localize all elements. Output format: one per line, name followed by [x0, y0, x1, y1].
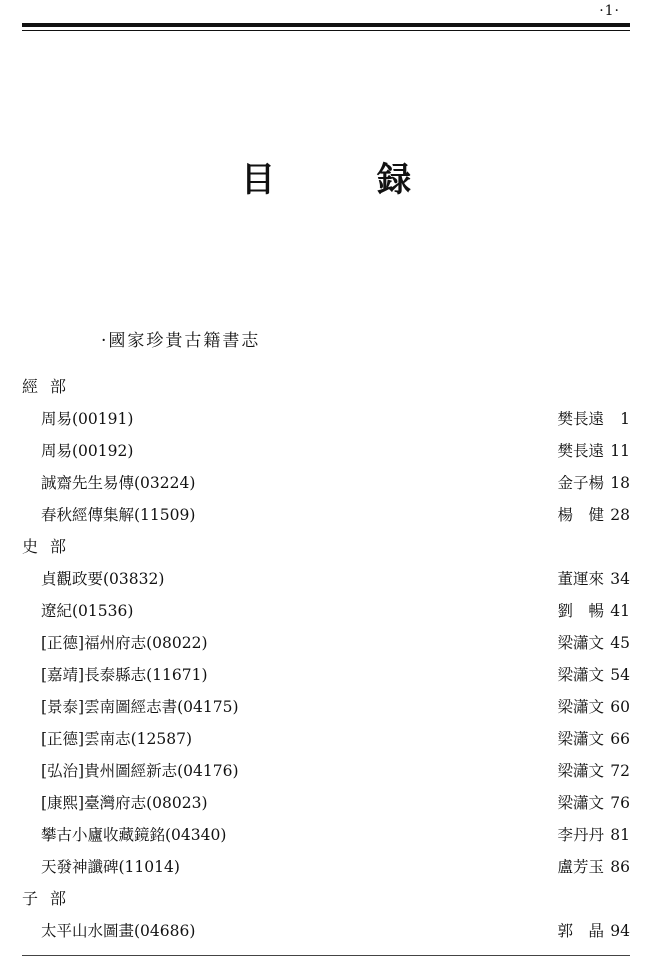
entry-page: 45: [610, 634, 630, 652]
entry-page: 1: [620, 410, 630, 428]
toc-entry[interactable]: [22, 595, 630, 627]
toc-entry[interactable]: [22, 755, 630, 787]
toc-entry[interactable]: [22, 403, 630, 435]
toc-entry[interactable]: [22, 851, 630, 883]
entry-title: 遼紀(01536): [41, 602, 134, 620]
entry-page: 72: [610, 762, 630, 780]
dot-leader: [234, 819, 549, 851]
entry-author: 梁瀟文: [557, 698, 604, 716]
entry-author: 梁瀟文: [557, 730, 604, 748]
toc-entry[interactable]: [22, 435, 630, 467]
dot-leader: [203, 499, 549, 531]
toc-entry[interactable]: [22, 723, 630, 755]
dot-leader: [203, 467, 549, 499]
entry-page: 81: [610, 826, 630, 844]
entry-author: 樊長遠: [557, 442, 604, 460]
entry-page: 86: [610, 858, 630, 876]
toc-entry[interactable]: [22, 787, 630, 819]
entry-author: 梁瀟文: [557, 634, 604, 652]
entry-author: 樊長遠: [557, 410, 604, 428]
dot-leader: [216, 787, 550, 819]
entry-page: 41: [610, 602, 630, 620]
toc-entry[interactable]: [22, 915, 630, 947]
dot-leader: [216, 627, 550, 659]
toc-entry[interactable]: [22, 563, 630, 595]
entry-author: 盧芳玉: [557, 858, 604, 876]
entry-title: [弘治]貴州圖經新志(04176): [41, 762, 239, 780]
entry-page: 18: [610, 474, 630, 492]
entry-author: 楊 健: [557, 506, 604, 524]
toc-entry[interactable]: [22, 659, 630, 691]
entry-page: 76: [610, 794, 630, 812]
entry-author: 金子楊: [557, 474, 604, 492]
entry-title: [嘉靖]長泰縣志(11671): [41, 666, 208, 684]
toc-entry[interactable]: [22, 627, 630, 659]
entry-title: 周易(00191): [41, 410, 134, 428]
entry-author: 梁瀟文: [557, 666, 604, 684]
dot-leader: [200, 723, 549, 755]
entry-title: 太平山水圖畫(04686): [41, 922, 196, 940]
dot-leader: [188, 851, 550, 883]
entry-page: 94: [610, 922, 630, 940]
entry-page: 60: [610, 698, 630, 716]
dot-leader: [247, 691, 550, 723]
page-title: 目 録: [241, 160, 445, 200]
dot-leader: [141, 403, 549, 435]
entry-author: 梁瀟文: [557, 762, 604, 780]
entry-page: 54: [610, 666, 630, 684]
entry-page: 11: [610, 442, 630, 460]
entry-author: 董運來: [557, 570, 604, 588]
entry-author: 劉 暢: [557, 602, 604, 620]
dot-leader: [247, 755, 550, 787]
entry-title: 貞觀政要(03832): [41, 570, 165, 588]
toc-entry[interactable]: [22, 691, 630, 723]
header-rule-thin: [22, 30, 630, 31]
entry-author: 梁瀟文: [557, 794, 604, 812]
entry-page: 28: [610, 506, 630, 524]
entry-title: 攀古小廬收藏鏡銘(04340): [41, 826, 227, 844]
entry-page: 34: [610, 570, 630, 588]
dot-leader: [141, 595, 549, 627]
page-number: ·1·: [599, 3, 620, 19]
table-of-contents: [22, 371, 630, 947]
entry-title: [康熙]臺灣府志(08023): [41, 794, 208, 812]
toc-entry[interactable]: [22, 499, 630, 531]
entry-title: 春秋經傳集解(11509): [41, 506, 196, 524]
toc-entry[interactable]: [22, 467, 630, 499]
entry-title: 天發神讖碑(11014): [41, 858, 180, 876]
entry-title: [正德]福州府志(08022): [41, 634, 208, 652]
section-heading: 子部: [22, 889, 79, 908]
section-heading: 史部: [22, 537, 79, 556]
dot-leader: [172, 563, 549, 595]
header-rule-thick: [22, 23, 630, 27]
entry-title: 誠齋先生易傳(03224): [41, 474, 196, 492]
section-heading: 經部: [22, 377, 79, 396]
footer-rule: [22, 955, 630, 956]
toc-entry[interactable]: [22, 819, 630, 851]
entry-title: [正德]雲南志(12587): [41, 730, 192, 748]
subtitle: ·國家珍貴古籍書志: [101, 331, 261, 351]
dot-leader: [203, 915, 549, 947]
entry-title: 周易(00192): [41, 442, 134, 460]
dot-leader: [141, 435, 549, 467]
entry-page: 66: [610, 730, 630, 748]
entry-author: 李丹丹: [557, 826, 604, 844]
dot-leader: [216, 659, 550, 691]
entry-author: 郭 晶: [557, 922, 604, 940]
entry-title: [景泰]雲南圖經志書(04175): [41, 698, 239, 716]
